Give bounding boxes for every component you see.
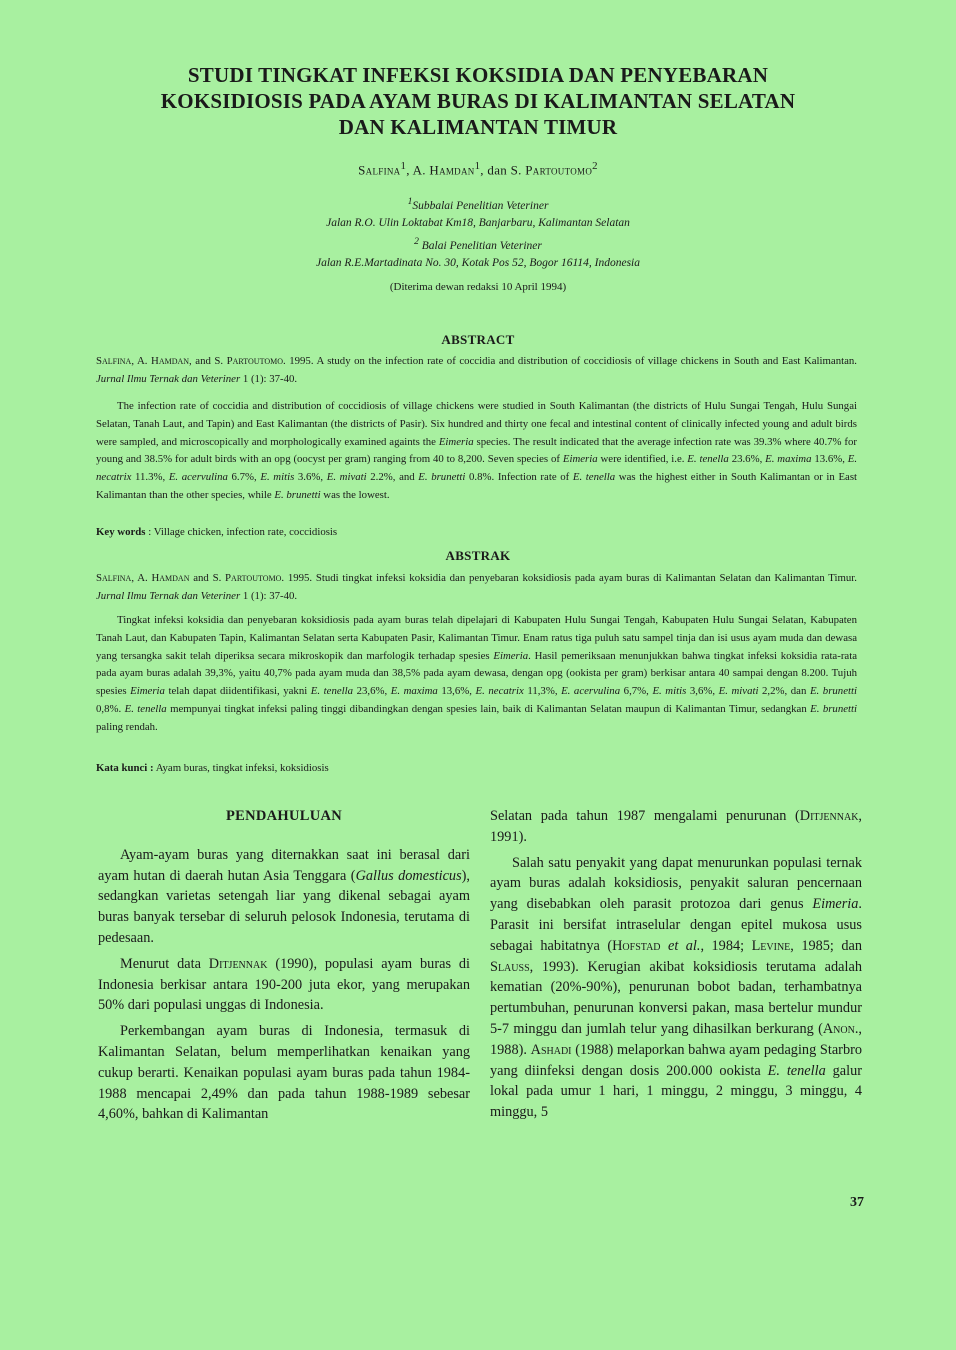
abstract-heading: ABSTRACT <box>441 332 515 347</box>
right-column <box>490 806 862 1128</box>
abstrak-citation: Salfina, A. Hamdan and S. Partoutomo. 1995. Studi tingkat infeksi koksidia dan penyebaran koksidiosis pada ayam buras di Kalimantan Selatan dan Kalimantan Timur. Jurnal Ilmu Ternak dan Veteriner 1 (1): 37-40. <box>96 572 857 602</box>
abstract-citation: Salfina, A. Hamdan, and S. Partoutomo. 1995. A study on the infection rate of coccidia and distribution of coccidiosis of village chickens in South and East Kalimantan. Jurnal Ilmu Ternak dan Veteriner 1 (1): 37-40. <box>96 355 858 385</box>
abstrak-heading: ABSTRAK <box>445 548 511 563</box>
left-column <box>98 806 470 1130</box>
author-name: Salfina <box>358 162 401 178</box>
author-name: Partoutomo <box>525 162 593 178</box>
section-heading-pendahuluan: PENDAHULUAN <box>225 808 343 824</box>
received-date: (Diterima dewan redaksi 10 April 1994) <box>389 281 567 293</box>
paragraph: Salah satu penyakit yang dapat menurunkan populasi ternak ayam buras adalah koksidiosis, penyakit saluran pencernaan yang disebabkan oleh parasit protozoa dari genus Eimeria. Parasit ini bersifat intraselular dengan epitel mukosa usus sebagai habitatnya (Hofstad et al., 1984; Levine, 1985; dan Slauss, 1993). Kerugian akibat koksidiosis terutama adalah kematian (20%-90%), penurunan bobot badan, terhambatnya pertumbuhan, penurunan konversi pakan, masa bertelur mundur 5-7 minggu dan jumlah telur yang dihasilkan berkurang (Anon., 1988). Ashadi (1988) melaporkan bahwa ayam pedaging Starbro yang diinfeksi dengan dosis 200.000 ookista E. tenella galur lokal pada umur 1 hari, 1 minggu, 2 minggu, 3 minggu, 4 minggu, 5 <box>490 854 863 1121</box>
author-name: Hamdan <box>429 162 475 178</box>
abstrak-body: Tingkat infeksi koksidia dan penyebaran koksidiosis pada ayam buras telah dipelajari di Kabupaten Hulu Sungai Tengah, Kabupaten Hulu Sungai Selatan, Kabupaten Tanah Laut, dan Kabupaten Tapin, Kalimantan Selatan serta Kabupaten Pasir, Kalimantan Timur. Enam ratus tiga puluh satu sampel tinja dan isi usus ayam muda dan dewasa yang tersangka sakit telah diperiksa secara mikroskopik dan marfologik terhadap spesies Eimeria. Hasil pemeriksaan menunjukkan bahwa tingkat infeksi koksidia rata-rata pada ayam buras adalah 39,3%, yaitu 40,7% pada ayam muda dan 38,5% pada ayam dewasa, dengan opg (ookista per gram) berkisar antara 40 sampai dengan 8.200. Tujuh spesies Eimeria telah dapat diidentifikasi, yakni E. tenella 23,6%, E. maxima 13,6%, E. necatrix 11,3%, E. acervulina 6,7%, E. mitis 3,6%, E. mivati 2,2%, dan E. brunetti 0,8%. E. tenella mempunyai tingkat infeksi paling tinggi dibandingkan dengan spesies lain, baik di Kalimantan Selatan maupun di Kalimantan Timur, sedangkan E. brunetti paling rendah. <box>96 614 858 733</box>
abstract-keywords: Key words : Village chicken, infection rate, coccidiosis <box>96 526 338 538</box>
abstract-body: The infection rate of coccidia and distribution of coccidiosis of village chickens were studied in South Kalimantan (the districts of Hulu Sungai Tengah, Hulu Sungai Selatan, Tanah Laut, and Tapin) and East Kalimantan (the districts of Pasir). Six hundred and thirty one fecal and intestinal content of clinically infected young and adult birds were sampled, and microscopically and morphologically examined againts the Eimeria species. The result indicated that the average infection rate was 39.3% where 40.7% for young and 38.5% for adult birds with an opg (oocyst per gram) ranging from 40 to 8,200. Seven species of Eimeria were identified, i.e. E. tenella 23.6%, E. maxima 13.6%, E. necatrix 11.3%, E. acervulina 6.7%, E. mitis 3.6%, E. mivati 2.2%, and E. brunetti 0.8%. Infection rate of E. tenella was the highest either in South Kalimantan or in East Kalimantan than the other species, while E. brunetti was the lowest. <box>96 400 858 501</box>
paragraph: Perkembangan ayam buras di Indonesia, termasuk di Kalimantan Selatan, belum memperlihatkan kenaikan yang cukup berarti. Kenaikan populasi ayam buras pada tahun 1984-1988 mencapai 2,49% dan pada tahun 1988-1989 sebesar 4,60%, bahkan di Kalimantan <box>98 1023 470 1123</box>
paper-title: STUDI TINGKAT INFEKSI KOKSIDIA DAN PENYEBARAN KOKSIDIOSIS PADA AYAM BURAS DI KALIMANTAN SELATAN DAN KALIMANTAN TIMUR <box>160 63 796 139</box>
affiliations: $^1$Subbalai Penelitian Veteriner Jalan R.O. Ulin Loktabat Km18, Banjarbaru, Kalimantan Selatan $^2$ Balai Penelitian Veteriner Jalan R.E.Martadinata No. 30, Kotak Pos 52, Bogor 16114, Indonesia <box>315 196 640 270</box>
paragraph: Selatan pada tahun 1987 mengalami penurunan (Ditjennak, 1991). <box>490 808 862 845</box>
paragraph: Ayam-ayam buras yang diternakkan saat ini berasal dari ayam hutan di daerah hutan Asia Tenggara (Gallus domesticus), sedangkan varietas setengah liar yang dikenal sebagai ayam buras banyak tersebar di seluruh pelosok Indonesia, terutama di pedesaan. <box>98 846 470 946</box>
paragraph: Menurut data Ditjennak (1990), populasi ayam buras di Indonesia berkisar antara 190-200 juta ekor, yang merupakan 50% dari populasi unggas di Indonesia. <box>98 955 470 1014</box>
abstrak-keywords: Kata kunci : Ayam buras, tingkat infeksi, koksidiosis <box>96 762 329 774</box>
page-number: 37 <box>850 1195 864 1210</box>
author-list: Salfina$^1$, A. Hamdan$^1$, dan S. Partoutomo$^2$ <box>358 160 598 178</box>
